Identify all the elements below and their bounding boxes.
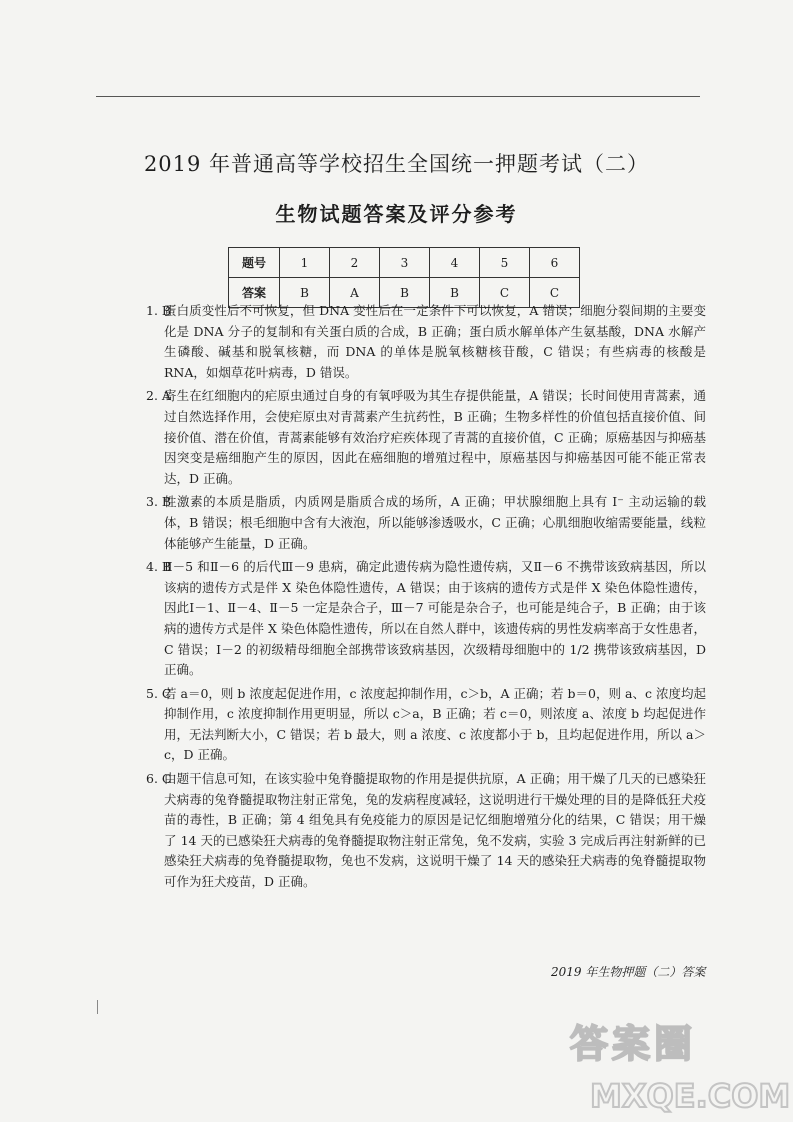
page-title: 2019 年普通高等学校招生全国统一押题考试（二） xyxy=(143,152,650,176)
table-cell-number: 6 xyxy=(530,248,580,278)
explanation-number: 6. C xyxy=(146,771,172,787)
explanation-number: 1. B xyxy=(146,303,172,318)
explanation-item xyxy=(146,301,706,383)
explanation-text: 蛋白质变性后不可恢复，但 DNA 变性后在一定条件下可以恢复，A 错误；细胞分裂间期的主要变化是 DNA 分子的复制和有关蛋白质的合成，B 正确；蛋白质水解单体产生氨基酸，DNA 水解产生磷酸、碱基和脱氧核糖，而 DNA 的单体是脱氧核糖核苷酸，C 错误；有些病毒的核酸是 RNA，如烟草花叶病毒，D 错误。 xyxy=(164,303,706,380)
table-cell-number: 1 xyxy=(280,248,330,278)
answer-table xyxy=(228,247,580,308)
explanation-text: 寄生在红细胞内的疟原虫通过自身的有氧呼吸为其生存提供能量，A 错误；长时间使用青蒿素，通过自然选择作用，会使疟原虫对青蒿素产生抗药性，B 正确；生物多样性的价值包括直接价值、间接价值、潜在价值，青蒿素能够有效治疗疟疾体现了青蒿的直接价值，C 正确；原癌基因与抑癌基因突变是癌细胞产生的原因，因此在癌细胞的增殖过程中，原癌基因与抑癌基因可能不能正常表达，D 正确。 xyxy=(164,388,706,486)
table-cell-number: 4 xyxy=(430,248,480,278)
table-cell-answer: C xyxy=(530,278,580,308)
explanation-number: 3. B xyxy=(146,494,172,510)
explanation-text: 由题干信息可知，在该实验中兔脊髓提取物的作用是提供抗原，A 正确；用干燥了几天的已感染狂犬病毒的兔脊髓提取物注射正常兔，兔的发病程度减轻，这说明进行干燥处理的目的是降低狂犬疫苗的毒性，B 正确；第 4 组兔具有免疫能力的原因是记忆细胞增殖分化的结果，C 错误；用干燥了 14 天的已感染狂犬病毒的兔脊髓提取物注射正常兔，兔不发病，实验 3 完成后再注射新鲜的已感染狂犬病毒的兔脊髓提取物，兔也不发病，这说明干燥了 14 天的感染狂犬病毒的兔脊髓提取物可作为狂犬疫苗，D 正确。 xyxy=(164,771,706,890)
table-cell-number: 5 xyxy=(480,248,530,278)
explanation-item xyxy=(146,684,706,766)
table-cell-answer: B xyxy=(430,278,480,308)
table-header-answer: 答案 xyxy=(229,278,280,308)
watermark-cn-text: 答案圈 xyxy=(570,1022,697,1066)
explanation-item xyxy=(146,492,706,554)
page-subtitle: 生物试题答案及评分参考 xyxy=(275,202,518,226)
top-rule xyxy=(96,96,700,97)
table-cell-number: 3 xyxy=(380,248,430,278)
explanation-item xyxy=(146,769,706,893)
explanation-number: 4. B xyxy=(146,559,172,575)
table-header-number: 题号 xyxy=(229,248,280,278)
table-cell-answer: A xyxy=(330,278,380,308)
explanation-item xyxy=(146,557,706,681)
page-footer: 2019 年生物押题（二）答案 xyxy=(551,965,706,979)
watermark-en-text: MXQE.COM xyxy=(590,1077,790,1115)
table-cell-number: 2 xyxy=(330,248,380,278)
explanation-item xyxy=(146,386,706,489)
table-cell-answer: B xyxy=(380,278,430,308)
explanation-number: 2. A xyxy=(146,388,171,404)
explanation-number: 5. C xyxy=(146,685,172,701)
table-cell-answer: C xyxy=(480,278,530,308)
explanation-text: 性激素的本质是脂质，内质网是脂质合成的场所，A 正确；甲状腺细胞上具有 I⁻ 主动运输的载体，B 错误；根毛细胞中含有大液泡，所以能够渗透吸水，C 正确；心肌细胞收缩需要能量，线粒体能够产生能量，D 正确。 xyxy=(164,494,706,551)
margin-mark xyxy=(97,1000,98,1014)
answer-table-number-row xyxy=(229,248,580,278)
explanation-text: 若 a＝0，则 b 浓度起促进作用，c 浓度起抑制作用，c＞b，A 正确；若 b＝0，则 a、c 浓度均起抑制作用，c 浓度抑制作用更明显，所以 c＞a，B 正确；若 c＝0，则浓度 a、浓度 b 均起促进作用，无法判断大小，C 错误；若 b 最大，则 a 浓度、c 浓度都小于 b，且均起促进作用，所以 a＞c，D 正确。 xyxy=(164,685,706,763)
table-cell-answer: B xyxy=(280,278,330,308)
watermark-logo xyxy=(560,1005,790,1117)
explanation-text: Ⅱ－5 和Ⅱ－6 的后代Ⅲ－9 患病，确定此遗传病为隐性遗传病，又Ⅱ－6 不携带该致病基因，所以该病的遗传方式是伴 X 染色体隐性遗传，A 错误；由于该病的遗传方式是伴 X 染色体隐性遗传，因此Ⅰ－1、Ⅱ－4、Ⅱ－5 一定是杂合子，Ⅲ－7 可能是杂合子，也可能是纯合子，B 正确；由于该病的遗传方式是伴 X 染色体隐性遗传，所以在自然人群中，该遗传病的男性发病率高于女性患者，C 错误；Ⅰ－2 的初级精母细胞全部携带该致病基因，次级精母细胞中的 1/2 携带该致病基因，D 正确。 xyxy=(164,559,706,678)
answer-explanations xyxy=(146,301,706,896)
